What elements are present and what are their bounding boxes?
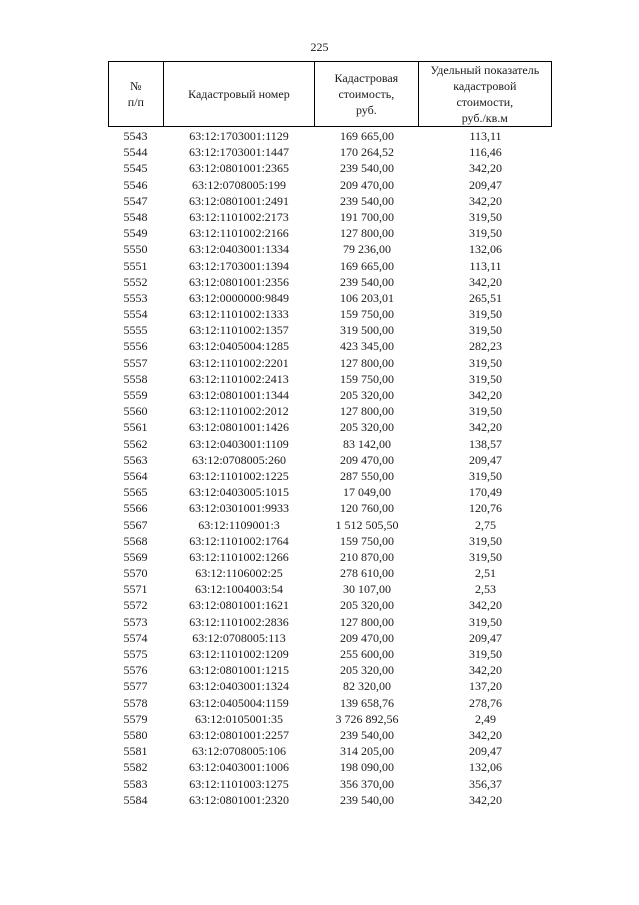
table-row — [108, 646, 552, 662]
table-row — [108, 177, 552, 193]
table-row — [108, 128, 552, 144]
row-number: 5576 — [123, 663, 148, 678]
cadastral-value: 255 600,00 — [340, 647, 394, 661]
row-number: 5566 — [123, 501, 148, 516]
row-number: 5562 — [123, 436, 148, 451]
table-row — [108, 241, 552, 257]
table-row — [108, 484, 552, 500]
table-row — [108, 225, 552, 241]
row-number: 5561 — [123, 420, 148, 435]
cadastral-value: 127 800,00 — [340, 226, 394, 241]
table-row — [108, 371, 552, 387]
row-number: 5580 — [123, 727, 148, 742]
specific-value: 209,47 — [469, 630, 502, 645]
cadastral-number: 63:12:0403005:1015 — [188, 485, 289, 500]
row-number: 5558 — [123, 371, 148, 386]
cadastral-value: 120 760,00 — [340, 501, 394, 516]
table-row — [108, 581, 552, 597]
cadastral-value: 3 726 892,56 — [335, 711, 399, 726]
specific-value: 319,50 — [469, 355, 502, 370]
specific-value: 2,53 — [475, 582, 496, 597]
specific-value: 2,51 — [475, 566, 496, 581]
cadastral-number: 63:12:0801001:2365 — [188, 161, 289, 176]
cadastral-number: 63:12:0801001:2491 — [188, 193, 289, 208]
row-number: 5559 — [123, 388, 148, 402]
row-number: 5557 — [123, 355, 148, 370]
cadastral-number: 63:12:1703001:1447 — [188, 145, 289, 160]
header-row-number — [109, 62, 164, 126]
specific-value: 132,06 — [469, 760, 502, 775]
specific-value: 120,76 — [469, 501, 502, 516]
row-number: 5575 — [123, 647, 148, 661]
cadastral-value: 30 107,00 — [343, 582, 391, 597]
row-number: 5579 — [123, 711, 148, 726]
specific-value: 282,23 — [469, 339, 502, 354]
row-number: 5567 — [123, 517, 148, 532]
cadastral-number: 63:12:1101002:1266 — [189, 549, 289, 564]
row-number: 5552 — [123, 274, 148, 289]
specific-value: 342,20 — [469, 388, 502, 402]
specific-value: 209,47 — [469, 177, 502, 192]
header-spec-line2: кадастровой — [453, 79, 517, 93]
specific-value: 137,20 — [469, 679, 502, 694]
table-row — [108, 614, 552, 630]
cadastral-value: 139 658,76 — [340, 695, 394, 710]
cadastral-value: 127 800,00 — [340, 404, 394, 419]
table-row — [108, 338, 552, 354]
table-row — [108, 322, 552, 338]
cadastral-value: 239 540,00 — [340, 727, 394, 742]
header-spec-line1: Удельный показатель — [430, 63, 540, 77]
cadastral-value: 127 800,00 — [340, 355, 394, 370]
cadastral-value: 210 870,00 — [340, 549, 394, 564]
row-number: 5578 — [123, 695, 148, 710]
cadastral-value: 209 470,00 — [340, 630, 394, 645]
table-row — [108, 258, 552, 274]
cadastral-number: 63:12:1101002:2173 — [189, 209, 289, 224]
specific-value: 319,50 — [469, 468, 502, 483]
cadastral-number: 63:12:1106002:25 — [195, 566, 283, 581]
row-number: 5543 — [123, 129, 148, 143]
cadastral-number: 63:12:0403001:1109 — [189, 436, 289, 451]
specific-value: 209,47 — [469, 452, 502, 467]
table-header — [108, 61, 552, 127]
specific-value: 342,20 — [469, 792, 502, 807]
cadastral-value: 209 470,00 — [340, 177, 394, 192]
row-number: 5573 — [123, 614, 148, 629]
row-number: 5584 — [123, 792, 148, 807]
table-row — [108, 695, 552, 711]
cadastral-number: 63:12:1703001:1129 — [189, 129, 289, 143]
cadastral-number: 63:12:0801001:1215 — [188, 663, 289, 678]
cadastral-value: 17 049,00 — [343, 485, 391, 500]
row-number: 5560 — [123, 404, 148, 419]
header-specific-value — [419, 62, 551, 126]
table-row — [108, 776, 552, 792]
cadastral-number: 63:12:0405004:1159 — [189, 695, 289, 710]
row-number: 5547 — [123, 193, 148, 208]
cadastral-number: 63:12:1101002:2166 — [189, 226, 289, 241]
specific-value: 319,50 — [469, 323, 502, 338]
specific-value: 319,50 — [469, 533, 502, 548]
table-row — [108, 436, 552, 452]
table-row — [108, 160, 552, 176]
table-row — [108, 419, 552, 435]
row-number: 5546 — [123, 177, 148, 192]
row-number: 5550 — [123, 242, 148, 257]
cadastral-value: 205 320,00 — [340, 420, 394, 435]
cadastral-value: 159 750,00 — [340, 371, 394, 386]
table-row — [108, 306, 552, 322]
table-row — [108, 711, 552, 727]
row-number: 5553 — [123, 290, 148, 305]
specific-value: 170,49 — [469, 485, 502, 500]
header-cadastral-number — [164, 62, 315, 126]
cadastral-value: 209 470,00 — [340, 452, 394, 467]
cadastral-number: 63:12:0801001:1621 — [188, 598, 289, 613]
cadastral-number: 63:12:0801001:2257 — [188, 727, 289, 742]
cadastral-number: 63:12:0801001:1426 — [188, 420, 289, 435]
row-number: 5544 — [123, 145, 148, 160]
cadastral-value: 1 512 505,50 — [335, 517, 399, 532]
cadastral-number: 63:12:1101002:2413 — [189, 371, 289, 386]
header-cadastral-number-label: Кадастровый номер — [188, 87, 290, 101]
specific-value: 342,20 — [469, 420, 502, 435]
row-number: 5582 — [123, 760, 148, 775]
cadastral-value: 205 320,00 — [340, 388, 394, 402]
specific-value: 113,11 — [469, 258, 502, 273]
specific-value: 209,47 — [469, 744, 502, 759]
specific-value: 132,06 — [469, 242, 502, 257]
row-number: 5572 — [123, 598, 148, 613]
specific-value: 319,50 — [469, 647, 502, 661]
row-number: 5551 — [123, 258, 148, 273]
cadastral-value: 205 320,00 — [340, 598, 394, 613]
table-row — [108, 743, 552, 759]
specific-value: 319,50 — [469, 404, 502, 419]
table-row — [108, 533, 552, 549]
cadastral-value: 83 142,00 — [343, 436, 391, 451]
cadastral-number: 63:12:1703001:1394 — [188, 258, 289, 273]
header-value-line1: Кадастровая — [334, 71, 399, 85]
cadastral-number: 63:12:1101002:1333 — [189, 307, 289, 322]
specific-value: 319,50 — [469, 614, 502, 629]
row-number: 5563 — [123, 452, 148, 467]
specific-value: 342,20 — [469, 193, 502, 208]
cadastral-number: 63:12:0801001:2320 — [188, 792, 289, 807]
table-row — [108, 193, 552, 209]
specific-value: 356,37 — [469, 776, 502, 791]
cadastral-value: 278 610,00 — [340, 566, 394, 581]
cadastral-number: 63:12:0708005:113 — [192, 630, 286, 645]
table-row — [108, 144, 552, 160]
cadastral-value: 314 205,00 — [340, 744, 394, 759]
cadastral-value: 159 750,00 — [340, 533, 394, 548]
specific-value: 2,49 — [475, 711, 496, 726]
specific-value: 2,75 — [475, 517, 496, 532]
specific-value: 342,20 — [469, 663, 502, 678]
cadastral-value: 239 540,00 — [340, 274, 394, 289]
table-row — [108, 468, 552, 484]
cadastral-value: 159 750,00 — [340, 307, 394, 322]
table-row — [108, 290, 552, 306]
header-spec-line4: руб./кв.м — [461, 111, 508, 125]
specific-value: 278,76 — [469, 695, 502, 710]
cadastral-value: 198 090,00 — [340, 760, 394, 775]
cadastral-value: 356 370,00 — [340, 776, 394, 791]
header-number-sign: № — [130, 79, 142, 93]
row-number: 5571 — [123, 582, 148, 597]
table-row — [108, 662, 552, 678]
cadastral-value: 319 500,00 — [340, 323, 394, 338]
row-number: 5568 — [123, 533, 148, 548]
table-row — [108, 759, 552, 775]
header-value-line3: руб. — [355, 103, 377, 117]
row-number: 5549 — [123, 226, 148, 241]
table-row — [108, 630, 552, 646]
row-number: 5548 — [123, 209, 148, 224]
table-row — [108, 727, 552, 743]
table-row — [108, 597, 552, 613]
cadastral-number: 63:12:1101002:1209 — [189, 647, 289, 661]
table-row — [108, 452, 552, 468]
row-number: 5574 — [123, 630, 148, 645]
specific-value: 138,57 — [469, 436, 502, 451]
cadastral-number: 63:12:0708005:106 — [191, 744, 286, 759]
cadastral-value: 169 665,00 — [340, 129, 394, 143]
cadastral-value: 127 800,00 — [340, 614, 394, 629]
cadastral-number: 63:12:1101002:2201 — [189, 355, 289, 370]
specific-value: 319,50 — [469, 226, 502, 241]
specific-value: 116,46 — [469, 145, 502, 160]
table-row — [108, 355, 552, 371]
table-row — [108, 565, 552, 581]
cadastral-number: 63:12:1101002:2836 — [189, 614, 289, 629]
header-cadastral-value — [315, 62, 419, 126]
specific-value: 319,50 — [469, 307, 502, 322]
specific-value: 342,20 — [469, 598, 502, 613]
cadastral-number: 63:12:1101002:1764 — [189, 533, 289, 548]
cadastral-number: 63:12:0708005:199 — [191, 177, 286, 192]
row-number: 5577 — [123, 679, 148, 694]
specific-value: 319,50 — [469, 549, 502, 564]
cadastral-number: 63:12:1101002:2012 — [189, 404, 289, 419]
cadastral-number: 63:12:1101002:1225 — [189, 468, 289, 483]
row-number: 5545 — [123, 161, 148, 176]
header-pp: п/п — [127, 95, 144, 109]
row-number: 5555 — [123, 323, 148, 338]
cadastral-number: 63:12:1101002:1357 — [189, 323, 289, 338]
cadastral-value: 106 203,01 — [340, 290, 394, 305]
cadastral-number: 63:12:0801001:1344 — [188, 388, 289, 402]
cadastral-number: 63:12:0105001:35 — [194, 711, 283, 726]
table-body — [108, 128, 552, 808]
specific-value: 342,20 — [469, 727, 502, 742]
table-row — [108, 209, 552, 225]
cadastral-number: 63:12:0405004:1285 — [188, 339, 289, 354]
table-row — [108, 500, 552, 516]
row-number: 5564 — [123, 468, 148, 483]
cadastral-number: 63:12:0708005:260 — [191, 452, 286, 467]
row-number: 5570 — [123, 566, 148, 581]
cadastral-number: 63:12:1004003:54 — [194, 582, 283, 597]
cadastral-value: 170 264,52 — [340, 145, 394, 160]
cadastral-number: 63:12:1101003:1275 — [189, 776, 289, 791]
table-row — [108, 792, 552, 808]
cadastral-number: 63:12:0000000:9849 — [188, 290, 289, 305]
header-value-line2: стоимость, — [338, 87, 395, 101]
table-row — [108, 678, 552, 694]
cadastral-value: 287 550,00 — [340, 468, 394, 483]
cadastral-number: 63:12:0403001:1006 — [188, 760, 289, 775]
specific-value: 342,20 — [469, 274, 502, 289]
table-row — [108, 517, 552, 533]
cadastral-value: 82 320,00 — [343, 679, 391, 694]
cadastral-value: 169 665,00 — [340, 258, 394, 273]
specific-value: 319,50 — [469, 209, 502, 224]
row-number: 5554 — [123, 307, 148, 322]
row-number: 5556 — [123, 339, 148, 354]
specific-value: 265,51 — [469, 290, 502, 305]
table-row — [108, 274, 552, 290]
cadastral-value: 423 345,00 — [340, 339, 394, 354]
cadastral-number: 63:12:0301001:9933 — [188, 501, 289, 516]
header-spec-line3: стоимости, — [456, 95, 514, 109]
cadastral-number: 63:12:0403001:1324 — [188, 679, 289, 694]
cadastral-value: 205 320,00 — [340, 663, 394, 678]
specific-value: 113,11 — [469, 129, 502, 143]
specific-value: 319,50 — [469, 371, 502, 386]
cadastral-value: 79 236,00 — [343, 242, 391, 257]
cadastral-number: 63:12:0403001:1334 — [188, 242, 289, 257]
row-number: 5565 — [123, 485, 148, 500]
row-number: 5569 — [123, 549, 148, 564]
row-number: 5581 — [123, 744, 148, 759]
cadastral-number: 63:12:1109001:3 — [198, 517, 280, 532]
specific-value: 342,20 — [469, 161, 502, 176]
cadastral-value: 239 540,00 — [340, 193, 394, 208]
table-row — [108, 403, 552, 419]
row-number: 5583 — [123, 776, 148, 791]
table-row — [108, 549, 552, 565]
page-number: 225 — [310, 40, 329, 54]
cadastral-value: 239 540,00 — [340, 161, 394, 176]
table-row — [108, 387, 552, 403]
cadastral-value: 191 700,00 — [340, 209, 394, 224]
cadastral-number: 63:12:0801001:2356 — [188, 274, 289, 289]
cadastral-value: 239 540,00 — [340, 792, 394, 807]
